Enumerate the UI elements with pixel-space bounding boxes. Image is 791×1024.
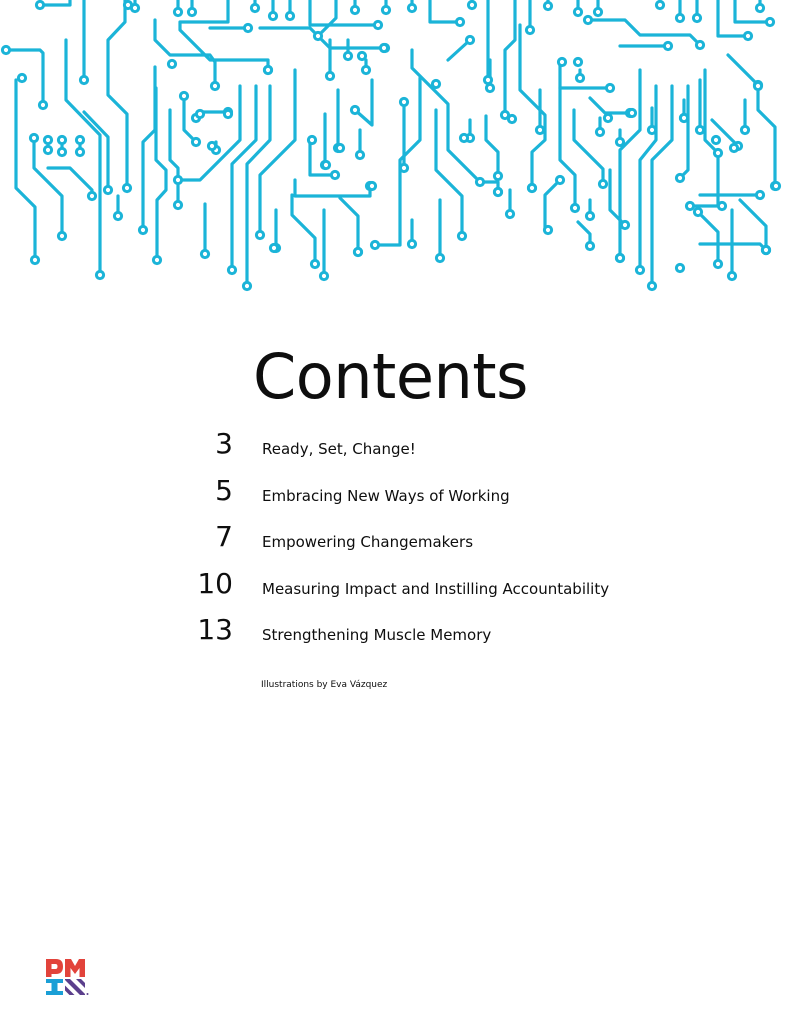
circuit-node <box>756 4 763 11</box>
circuit-trace <box>430 0 460 22</box>
circuit-node <box>526 26 533 33</box>
circuit-node <box>558 58 565 65</box>
circuit-node <box>139 226 146 233</box>
toc-entry[interactable] <box>190 428 650 475</box>
circuit-node <box>728 272 735 279</box>
circuit-node <box>374 21 381 28</box>
circuit-node <box>114 212 121 219</box>
circuit-node <box>244 24 251 31</box>
circuit-node <box>58 148 65 155</box>
circuit-trace <box>170 110 178 205</box>
circuit-node <box>766 18 773 25</box>
circuit-node <box>586 242 593 249</box>
toc-entry-title: Ready, Set, Change! <box>262 440 416 458</box>
circuit-node <box>58 232 65 239</box>
circuit-node <box>714 260 721 267</box>
circuit-node <box>196 110 203 117</box>
circuit-trace <box>610 170 625 225</box>
circuit-node <box>153 256 160 263</box>
circuit-node <box>270 244 277 251</box>
pmi-logo-icon <box>44 957 90 997</box>
circuit-trace <box>340 198 358 252</box>
circuit-node <box>528 184 535 191</box>
circuit-node <box>308 136 315 143</box>
toc-page-number: 3 <box>215 427 233 460</box>
circuit-node <box>408 240 415 247</box>
circuit-node <box>400 98 407 105</box>
circuit-node <box>351 106 358 113</box>
circuit-node <box>331 171 338 178</box>
toc-entry[interactable] <box>190 568 650 615</box>
circuit-node <box>686 202 693 209</box>
circuit-trace <box>698 212 718 264</box>
circuit-node <box>31 256 38 263</box>
circuit-node <box>436 254 443 261</box>
circuit-node <box>351 6 358 13</box>
table-of-contents <box>190 428 650 661</box>
circuit-node <box>616 138 623 145</box>
circuit-node <box>76 148 83 155</box>
circuit-trace <box>155 20 215 86</box>
circuit-node <box>174 8 181 15</box>
circuit-node <box>168 60 175 67</box>
circuit-node <box>574 58 581 65</box>
circuit-node <box>664 42 671 49</box>
circuit-node <box>756 191 763 198</box>
circuit-node <box>762 246 769 253</box>
circuit-node <box>311 260 318 267</box>
circuit-node <box>39 101 46 108</box>
circuit-traces <box>6 0 775 286</box>
logo-letter-p <box>46 959 63 977</box>
circuit-node <box>772 182 779 189</box>
circuit-node <box>336 144 343 151</box>
circuit-node <box>211 82 218 89</box>
circuit-node <box>58 136 65 143</box>
page-title: Contents <box>253 340 528 413</box>
circuit-trace <box>48 168 92 196</box>
circuit-node <box>228 266 235 273</box>
circuit-node <box>574 8 581 15</box>
circuit-node <box>466 36 473 43</box>
toc-page-number: 10 <box>197 566 233 600</box>
circuit-trace <box>590 98 630 113</box>
circuit-node <box>584 16 591 23</box>
circuit-node <box>264 66 271 73</box>
circuit-node <box>224 110 231 117</box>
circuit-trace <box>108 0 127 188</box>
circuit-node <box>432 80 439 87</box>
circuit-node <box>506 210 513 217</box>
circuit-node <box>30 134 37 141</box>
circuit-node <box>458 232 465 239</box>
circuit-node <box>354 248 361 255</box>
circuit-node <box>80 76 87 83</box>
circuit-node <box>694 208 701 215</box>
circuit-node <box>123 184 130 191</box>
circuit-node <box>576 74 583 81</box>
circuit-node <box>648 282 655 289</box>
circuit-node <box>188 8 195 15</box>
circuit-node <box>362 66 369 73</box>
circuit-trace <box>156 88 166 260</box>
circuit-node <box>44 146 51 153</box>
circuit-node <box>382 6 389 13</box>
circuit-trace <box>310 0 378 25</box>
toc-page-number: 13 <box>197 613 233 646</box>
circuit-node <box>180 92 187 99</box>
circuit-node <box>486 84 493 91</box>
circuit-node <box>356 151 363 158</box>
circuit-node <box>730 144 737 151</box>
circuit-node <box>286 12 293 19</box>
circuit-node <box>714 149 721 156</box>
circuit-trace <box>295 180 370 196</box>
circuit-node <box>741 126 748 133</box>
circuit-node <box>174 201 181 208</box>
circuit-node <box>371 241 378 248</box>
circuit-node <box>18 74 25 81</box>
circuit-node <box>256 231 263 238</box>
circuit-node <box>476 178 483 185</box>
toc-entry-title: Measuring Impact and Instilling Accountability <box>262 579 610 598</box>
circuit-node <box>712 136 719 143</box>
circuit-node <box>636 266 643 273</box>
circuit-node <box>656 1 663 8</box>
circuit-node <box>696 126 703 133</box>
circuit-node <box>460 134 467 141</box>
circuit-node <box>628 109 635 116</box>
toc-entry[interactable] <box>190 521 650 568</box>
toc-page-number: 5 <box>215 473 233 507</box>
circuit-node <box>358 52 365 59</box>
circuit-node <box>314 32 321 39</box>
circuit-node <box>201 250 208 257</box>
circuit-node <box>76 136 83 143</box>
circuit-trace <box>735 0 770 22</box>
circuit-node <box>544 226 551 233</box>
toc-entry-title: Strengthening Muscle Memory <box>262 626 492 644</box>
circuit-board-illustration <box>0 0 791 300</box>
circuit-node <box>596 128 603 135</box>
circuit-node <box>243 282 250 289</box>
circuit-node <box>468 1 475 8</box>
circuit-node <box>599 180 606 187</box>
circuit-node <box>556 176 563 183</box>
circuit-node <box>616 254 623 261</box>
circuit-trace <box>143 67 155 230</box>
circuit-node <box>544 2 551 9</box>
toc-page-number: 7 <box>215 520 233 553</box>
circuit-node <box>320 272 327 279</box>
circuit-node <box>621 221 628 228</box>
circuit-node <box>2 46 9 53</box>
logo-registered-dot <box>87 993 89 995</box>
circuit-node <box>96 271 103 278</box>
circuit-trace <box>310 140 335 175</box>
circuit-node <box>368 182 375 189</box>
circuit-node <box>36 1 43 8</box>
circuit-node <box>380 44 387 51</box>
toc-entry-title: Empowering Changemakers <box>262 533 474 551</box>
circuit-node <box>696 41 703 48</box>
circuit-node <box>604 114 611 121</box>
circuit-node <box>676 14 683 21</box>
circuit-node <box>484 76 491 83</box>
circuit-node <box>456 18 463 25</box>
circuit-trace <box>758 90 775 186</box>
circuit-trace <box>718 0 748 36</box>
circuit-trace <box>318 0 336 36</box>
circuit-node <box>693 14 700 21</box>
circuit-node <box>44 136 51 143</box>
circuit-node <box>104 186 111 193</box>
logo-letter-i <box>46 979 63 995</box>
circuit-trace <box>728 55 758 85</box>
toc-entry[interactable] <box>190 475 650 522</box>
circuit-trace <box>690 150 718 206</box>
circuit-node <box>400 164 407 171</box>
circuit-node <box>754 82 761 89</box>
circuit-node <box>192 138 199 145</box>
circuit-node <box>718 202 725 209</box>
circuit-trace <box>355 80 372 125</box>
logo-letter-m <box>65 959 85 977</box>
circuit-node <box>174 176 181 183</box>
circuit-node <box>648 126 655 133</box>
circuit-node <box>88 192 95 199</box>
circuit-node <box>494 188 501 195</box>
illustration-credit: Illustrations by Eva Vázquez <box>261 680 388 690</box>
circuit-trace <box>545 180 560 230</box>
circuit-trace <box>16 80 35 260</box>
toc-entry[interactable] <box>190 614 650 661</box>
circuit-trace <box>232 86 256 270</box>
circuit-node <box>676 174 683 181</box>
circuit-node <box>744 32 751 39</box>
circuit-node <box>571 204 578 211</box>
circuit-node <box>322 161 329 168</box>
circuit-node <box>586 212 593 219</box>
circuit-trace <box>505 0 515 115</box>
circuit-node <box>208 142 215 149</box>
circuit-trace <box>590 20 700 45</box>
circuit-trace <box>620 70 640 258</box>
circuit-trace <box>292 195 315 264</box>
circuit-trace <box>486 116 498 176</box>
circuit-node <box>536 126 543 133</box>
circuit-node <box>326 72 333 79</box>
circuit-node <box>606 84 613 91</box>
circuit-node <box>594 8 601 15</box>
circuit-node <box>676 264 683 271</box>
circuit-node <box>124 1 131 8</box>
circuit-node <box>680 114 687 121</box>
circuit-node <box>251 4 258 11</box>
circuit-node <box>344 52 351 59</box>
circuit-node <box>408 4 415 11</box>
circuit-node <box>494 172 501 179</box>
circuit-node <box>508 115 515 122</box>
circuit-node <box>269 12 276 19</box>
toc-entry-title: Embracing New Ways of Working <box>262 486 510 505</box>
